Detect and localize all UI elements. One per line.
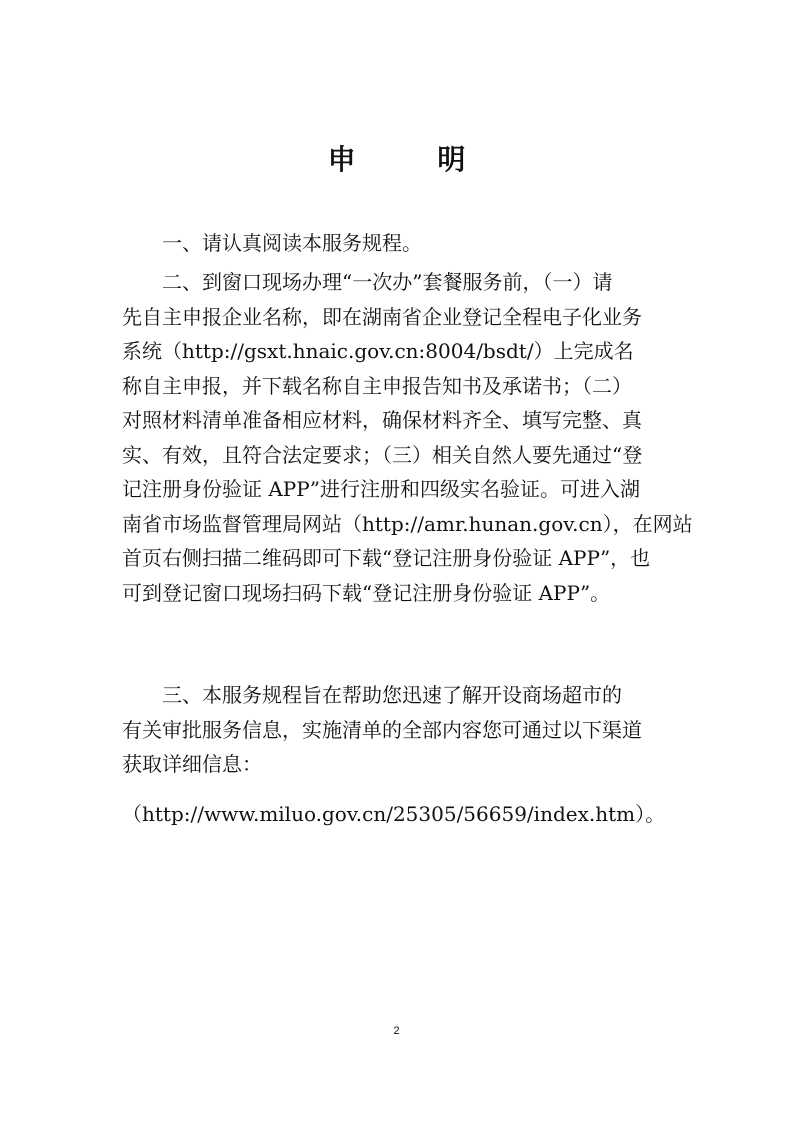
- paragraph-2-line: 南省市场监督管理局网站（http://amr.hunan.gov.cn），在网站: [122, 511, 693, 536]
- paragraph-2-line: 记注册身份验证 APP”进行注册和四级实名验证。可进入湖: [122, 477, 640, 501]
- paragraph-2-line: 可到登记窗口现场扫码下载“登记注册身份验证 APP”。: [122, 580, 611, 605]
- paragraph-2-line: 二、到窗口现场办理“一次办”套餐服务前，（一）请: [162, 270, 613, 294]
- paragraph-3-line: 获取详细信息：: [122, 752, 262, 776]
- paragraph-2-line: 首页右侧扫描二维码即可下载“登记注册身份验证 APP”，也: [122, 546, 651, 570]
- paragraph-1: [122, 226, 682, 261]
- info-url: （http://www.miluo.gov.cn/25305/56659/index.htm）。: [122, 802, 666, 826]
- paragraph-2-line: 先自主申报企业名称，即在湖南省企业登记全程电子化业务: [122, 304, 642, 329]
- paragraph-1-line: 一、请认真阅读本服务规程。: [162, 231, 422, 255]
- paragraph-3: [122, 678, 682, 782]
- paragraph-2-line: 称自主申报，并下载名称自主申报告知书及承诺书；（二）: [122, 373, 632, 398]
- paragraph-2: [122, 265, 693, 610]
- paragraph-2-line: 对照材料清单准备相应材料，确保材料齐全、填写完整、真: [122, 408, 642, 432]
- paragraph-2-line: 实、有效，且符合法定要求；（三）相关自然人要先通过“登: [122, 442, 643, 467]
- paragraph-3-line: 有关审批服务信息，实施清单的全部内容您可通过以下渠道: [122, 717, 642, 742]
- paragraph-3-line: 三、本服务规程旨在帮助您迅速了解开设商场超市的: [162, 683, 622, 707]
- page-number: 2: [393, 1025, 400, 1037]
- page-title: 申 明: [327, 143, 502, 176]
- paragraph-2-line: 系统（http://gsxt.hnaic.gov.cn:8004/bsdt/）上完成名: [122, 339, 634, 363]
